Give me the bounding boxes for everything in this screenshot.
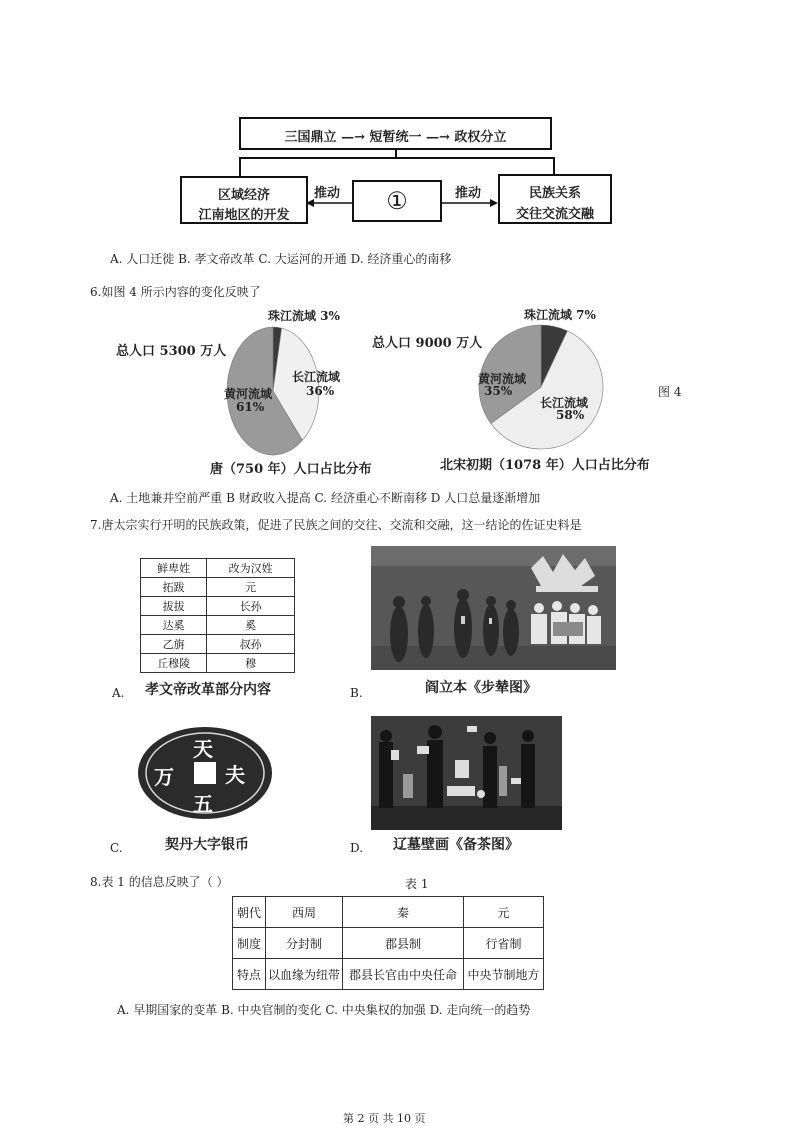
option-c-caption: 契丹大字银币 — [165, 837, 249, 853]
table-cell: 郡县制 — [343, 928, 464, 959]
coin-char-left: 万 — [154, 765, 174, 789]
pie2-label-huanghe-name: 黄河流域 — [478, 372, 527, 386]
pie2-label-changjiang-pct: 58% — [556, 408, 585, 422]
table-cell: 朝代 — [233, 897, 266, 928]
q7-question: 7.唐太宗实行开明的民族政策，促进了民族之间的交往、交流和交融，这一结论的佐证史料是 — [90, 518, 582, 532]
option-d-caption: 辽墓壁画《备茶图》 — [393, 837, 519, 853]
coin-char-top: 天 — [193, 737, 213, 761]
option-a-letter: A. — [112, 686, 125, 700]
pie2-caption: 北宋初期（1078 年）人口占比分布 — [440, 458, 650, 473]
pie1-label-huanghe-pct: 61% — [236, 400, 265, 414]
table-cell: 乙旃 — [141, 635, 207, 654]
table-cell: 丘穆陵 — [141, 654, 207, 673]
page-footer: 第 2 页 共 10 页 — [343, 1112, 426, 1125]
pie2-label-changjiang-name: 长江流域 — [540, 396, 589, 410]
q5-arrow-right — [442, 196, 500, 210]
q5-right-box — [498, 174, 612, 224]
table-cell: 元 — [207, 578, 295, 597]
table-cell: 长孙 — [207, 597, 295, 616]
option-d-letter: D. — [350, 841, 364, 855]
q5-top-box-text: 三国鼎立 —→ 短暂统一 —→ 政权分立 — [284, 130, 507, 145]
table-cell: 秦 — [343, 897, 464, 928]
q5-right-box-line1: 民族关系 — [528, 186, 581, 201]
surname-table — [140, 558, 295, 673]
q5-center-box — [352, 180, 442, 222]
pie2-total: 总人口 9000 万人 — [372, 336, 483, 351]
surname-table-header: 鲜卑姓 — [141, 559, 207, 578]
table-cell: 特点 — [233, 959, 266, 990]
table-cell: 穆 — [207, 654, 295, 673]
table-cell: 以血缘为纽带 — [266, 959, 343, 990]
pie2-label-zhujiang: 珠江流域 7% — [524, 308, 596, 322]
q8-options: A. 早期国家的变革 B. 中央官制的变化 C. 中央集权的加强 D. 走向统一的趋势 — [117, 1003, 531, 1017]
q5-left-box-line2: 江南地区的开发 — [198, 208, 290, 223]
q6-question: 6.如图 4 所示内容的变化反映了 — [90, 285, 261, 299]
pie1-label-huanghe-name: 黄河流域 — [224, 387, 273, 401]
q8-question: 8.表 1 的信息反映了（ ） — [90, 875, 229, 889]
coin-char-right: 夫 — [225, 763, 245, 787]
option-b-caption: 阎立本《步辇图》 — [425, 680, 537, 696]
option-b-letter: B. — [350, 686, 363, 700]
q5-connector-horizontal — [239, 157, 555, 159]
table-cell: 行省制 — [464, 928, 544, 959]
pie1-label-changjiang-pct: 36% — [306, 384, 335, 398]
dynasty-table — [232, 896, 544, 990]
q5-left-box — [180, 176, 308, 224]
q5-arrow-left-label: 推动 — [314, 186, 341, 201]
q6-options: A. 土地兼并空前严重 B 财政收入提高 C. 经济重心不断南移 D 人口总量逐渐增加 — [110, 491, 541, 505]
surname-table-header: 改为汉姓 — [207, 559, 295, 578]
table-cell: 中央节制地方 — [464, 959, 544, 990]
table-cell: 元 — [464, 897, 544, 928]
table-cell: 郡县长官由中央任命 — [343, 959, 464, 990]
pie1-caption: 唐（750 年）人口占比分布 — [210, 462, 372, 477]
q5-center-label: ① — [386, 187, 408, 215]
q5-right-box-line2: 交往交流交融 — [515, 207, 594, 222]
q5-connector-left-drop — [239, 157, 241, 177]
q5-options: A. 人口迁徙 B. 孝文帝改革 C. 大运河的开通 D. 经济重心的南移 — [110, 252, 452, 266]
tea-mural — [371, 716, 562, 830]
table-cell: 奚 — [207, 616, 295, 635]
q5-arrow-left — [306, 196, 354, 210]
figure-label: 图 4 — [658, 385, 682, 399]
pie1-label-zhujiang: 珠江流域 3% — [268, 309, 340, 323]
q8-table-title: 表 1 — [405, 877, 429, 891]
option-a-caption: 孝文帝改革部分内容 — [145, 682, 271, 698]
table-cell: 达奚 — [141, 616, 207, 635]
table-cell: 制度 — [233, 928, 266, 959]
table-cell: 叔孙 — [207, 635, 295, 654]
table-cell: 拓跋 — [141, 578, 207, 597]
bunian-painting — [371, 546, 616, 670]
table-cell: 分封制 — [266, 928, 343, 959]
q5-arrow-right-label: 推动 — [455, 186, 482, 201]
q5-left-box-line1: 区域经济 — [217, 188, 270, 203]
option-c-letter: C. — [110, 841, 123, 855]
q5-top-box — [239, 117, 552, 150]
pie1-total: 总人口 5300 万人 — [116, 344, 227, 359]
table-cell: 西周 — [266, 897, 343, 928]
pie1-label-changjiang-name: 长江流域 — [292, 370, 341, 384]
table-cell: 拔拔 — [141, 597, 207, 616]
coin-char-bottom: 五 — [193, 792, 213, 816]
pie2-label-huanghe-pct: 35% — [484, 384, 513, 398]
